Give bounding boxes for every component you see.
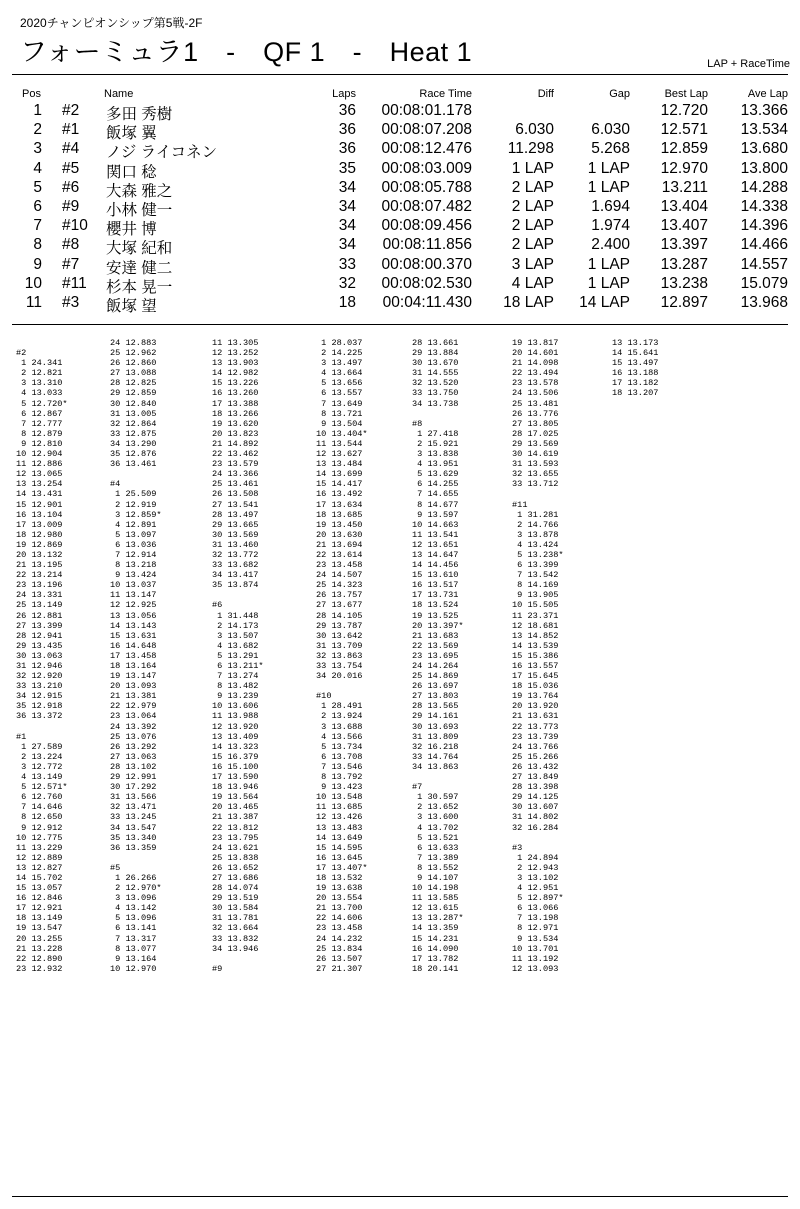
- cell-best-lap: 13.404: [660, 198, 708, 215]
- cell-car-number: #7: [62, 255, 80, 273]
- result-row: [0, 102, 800, 121]
- cell-race-time: 00:08:11.856: [382, 236, 472, 254]
- cell-gap: 1.694: [591, 198, 630, 215]
- result-row: [0, 236, 800, 258]
- cell-pos: 2: [33, 121, 42, 139]
- cell-driver-name: 関口 稔: [106, 163, 157, 181]
- cell-race-time: 00:08:12.476: [381, 140, 472, 158]
- cell-car-number: #5: [62, 159, 80, 177]
- lap-column: 28 13.661 29 13.884 30 13.670 31 14.555 32 13.520 33 13.750 34 13.738 #8 1 27.418 2 15.921 3 13.838 4 13.951 5 13.629 6 14.255 7 14.655 8 14.677 9 13.597 10 14.663 11 13.541 12 13.651 13 14.647 14 14.456 15 13.610 16 13.517 17 13.731 18 13.524 19 13.525 20 13.397* 21 13.683 22 13.569 23 13.695 24 14.264 25 14.869 26 13.697 27 13.803 28 13.565 29 14.161 30 13.693 31 13.809 32 16.218 33 14.764 34 13.863 #7 1 30.597 2 13.652 3 13.600 4 13.702 5 13.521 6 13.633 7 13.389 8 13.552 9 14.107 10 14.198 11 13.585 12 13.615 13 13.287* 14 13.359 15 14.231 16 14.090 17 13.782 18 20.141: [412, 338, 464, 974]
- cell-diff: 4 LAP: [511, 274, 554, 292]
- cell-race-time: 00:08:07.208: [381, 121, 472, 139]
- cell-pos: 5: [33, 178, 42, 196]
- cell-ave-lap: 13.968: [740, 294, 788, 311]
- cell-driver-name: 小林 健一: [106, 202, 173, 219]
- cell-laps: 36: [338, 121, 356, 139]
- cell-diff: 18 LAP: [503, 294, 554, 311]
- cell-pos: 3: [33, 140, 42, 158]
- cell-pos: 10: [24, 274, 42, 292]
- cell-pos: 11: [25, 294, 42, 311]
- col-header-pos: Pos: [22, 88, 41, 100]
- cell-gap: 1 LAP: [587, 255, 630, 273]
- cell-driver-name: 大森 雅之: [106, 182, 173, 200]
- result-row: [0, 275, 800, 294]
- cell-diff: 2 LAP: [511, 236, 554, 254]
- cell-driver-name: 安達 健二: [106, 259, 173, 277]
- cell-best-lap: 13.287: [660, 255, 708, 273]
- lap-column: 1 28.037 2 14.225 3 13.497 4 13.664 5 13.656 6 13.557 7 13.649 8 13.721 9 13.504 10 13.404* 11 13.544 12 13.627 13 13.484 14 13.699 15 14.417 16 13.492 17 13.634 18 13.685 19 13.450 20 13.630 21 13.694 22 13.614 23 13.458 24 14.507 25 14.323 26 13.757 27 13.677 28 14.105 29 13.787 30 13.642 31 13.709 32 13.863 33 13.754 34 20.016 #10 1 28.491 2 13.924 3 13.688 4 13.566 5 13.734 6 13.708 7 13.546 8 13.792 9 13.423 10 13.548 11 13.685 12 13.426 13 13.483 14 13.649 15 14.595 16 13.645 17 13.407* 18 13.532 19 13.638 20 13.554 21 13.700 22 14.606 23 13.458 24 14.232 25 13.834 26 13.507 27 21.307: [316, 338, 368, 974]
- cell-best-lap: 12.571: [660, 121, 708, 139]
- cell-laps: 18: [338, 294, 356, 311]
- cell-diff: 3 LAP: [511, 255, 554, 273]
- cell-race-time: 00:08:07.482: [381, 198, 472, 215]
- result-row: [0, 160, 800, 179]
- cell-diff: 2 LAP: [511, 178, 554, 196]
- col-header-race-time: Race Time: [419, 88, 472, 100]
- cell-car-number: #3: [62, 294, 80, 311]
- result-row: [0, 198, 800, 217]
- page-title: フォーミュラ1 - QF 1 - Heat 1: [20, 37, 473, 67]
- cell-race-time: 00:08:02.530: [381, 274, 472, 292]
- cell-gap: 1.974: [591, 217, 630, 235]
- cell-laps: 34: [338, 178, 356, 196]
- col-header-laps: Laps: [332, 88, 356, 100]
- cell-driver-name: 櫻井 博: [106, 221, 157, 239]
- cell-pos: 9: [33, 255, 42, 273]
- cell-race-time: 00:08:00.370: [381, 255, 472, 273]
- cell-gap: 1 LAP: [587, 178, 630, 196]
- cell-pos: 6: [33, 198, 42, 215]
- cell-car-number: #8: [62, 236, 80, 254]
- cell-ave-lap: 13.534: [740, 121, 788, 139]
- cell-car-number: #1: [62, 121, 80, 139]
- cell-race-time: 00:08:09.456: [381, 217, 472, 235]
- event-name: 2020チャンピオンシップ第5戦-2F: [20, 16, 203, 30]
- result-row: [0, 121, 800, 143]
- section-divider: [12, 324, 788, 325]
- cell-best-lap: 12.970: [660, 159, 708, 177]
- cell-pos: 1: [33, 102, 42, 119]
- cell-laps: 32: [338, 274, 356, 292]
- result-row: [0, 256, 800, 275]
- footer-divider: [12, 1196, 788, 1197]
- cell-ave-lap: 14.396: [740, 217, 788, 235]
- cell-diff: 2 LAP: [511, 198, 554, 215]
- cell-driver-name: 飯塚 望: [106, 298, 157, 315]
- lap-column: #2 1 24.341 2 12.821 3 13.310 4 13.033 5 12.720* 6 12.867 7 12.777 8 12.879 9 12.810 10 12.904 11 12.886 12 13.065 13 13.254 14 13.431 15 12.901 16 13.104 17 13.009 18 12.980 19 12.869 20 13.132 21 13.195 22 13.214 23 13.196 24 13.331 25 13.149 26 12.881 27 13.399 28 12.941 29 13.435 30 13.063 31 12.946 32 12.920 33 13.210 34 12.915 35 12.918 36 13.372 #1 1 27.589 2 13.224 3 12.772 4 13.149 5 12.571* 6 12.760 7 14.646 8 12.650 9 12.912 10 12.775 11 13.229 12 12.889 13 12.827 14 15.702 15 13.057 16 12.846 17 12.921 18 13.149 19 13.547 20 13.255 21 13.228 22 12.890 23 12.932: [16, 348, 68, 974]
- cell-best-lap: 12.859: [660, 140, 708, 158]
- lap-times-section: [0, 338, 800, 1188]
- cell-laps: 36: [338, 140, 356, 158]
- header-divider: [12, 74, 788, 75]
- cell-gap: 1 LAP: [587, 159, 630, 177]
- cell-diff: 2 LAP: [511, 217, 554, 235]
- cell-car-number: #9: [62, 198, 80, 215]
- cell-best-lap: 13.211: [661, 178, 708, 196]
- col-header-diff: Diff: [537, 88, 554, 100]
- result-row: [0, 294, 800, 313]
- cell-driver-name: 大塚 紀和: [106, 240, 173, 258]
- cell-laps: 34: [338, 217, 356, 235]
- cell-race-time: 00:08:03.009: [381, 159, 472, 177]
- cell-best-lap: 13.238: [660, 274, 708, 292]
- cell-car-number: #2: [62, 102, 80, 119]
- cell-pos: 8: [33, 236, 42, 254]
- cell-gap: 6.030: [591, 121, 630, 139]
- cell-car-number: #10: [62, 217, 88, 235]
- cell-ave-lap: 13.800: [740, 159, 788, 177]
- col-header-name: Name: [104, 88, 134, 100]
- cell-ave-lap: 13.366: [740, 102, 788, 119]
- cell-gap: 2.400: [591, 236, 630, 254]
- col-header-ave-lap: Ave Lap: [747, 88, 788, 100]
- lap-column: 11 13.305 12 13.252 13 13.903 14 12.982 15 13.226 16 13.260 17 13.388 18 13.266 19 13.620 20 13.823 21 14.892 22 13.462 23 13.579 24 13.366 25 13.461 26 13.508 27 13.541 28 13.497 29 13.665 30 13.569 31 13.460 32 13.772 33 13.682 34 13.417 35 13.874 #6 1 31.448 2 14.173 3 13.507 4 13.682 5 13.291 6 13.211* 7 13.274 8 13.482 9 13.239 10 13.606 11 13.988 12 13.920 13 13.409 14 13.323 15 16.379 16 15.100 17 13.590 18 13.946 19 13.564 20 13.465 21 13.387 22 13.812 23 13.795 24 13.621 25 13.838 26 13.652 27 13.686 28 14.074 29 13.519 30 13.584 31 13.781 32 13.664 33 13.832 34 13.946 #9: [212, 338, 264, 974]
- col-header-gap: Gap: [609, 88, 630, 100]
- lap-column: 24 12.883 25 12.962 26 12.860 27 13.088 28 12.825 29 12.859 30 12.840 31 13.005 32 12.864 33 12.875 34 13.290 35 12.876 36 13.461 #4 1 25.509 2 12.919 3 12.859* 4 12.891 5 13.097 6 13.036 7 12.914 8 13.218 9 13.424 10 13.037 11 13.147 12 12.925 13 13.056 14 13.143 15 13.631 16 14.648 17 13.458 18 13.164 19 13.147 20 13.093 21 13.381 22 12.979 23 13.064 24 13.392 25 13.076 26 13.292 27 13.063 28 13.102 29 12.991 30 17.292 31 13.566 32 13.471 33 13.245 34 13.547 35 13.340 36 13.359 #5 1 26.266 2 12.970* 3 13.096 4 13.142 5 13.096 6 13.141 7 13.317 8 13.077 9 13.164 10 12.970: [110, 338, 162, 974]
- cell-pos: 4: [33, 159, 42, 177]
- cell-ave-lap: 14.466: [740, 236, 788, 254]
- report-type: LAP + RaceTime: [707, 58, 790, 70]
- cell-car-number: #6: [62, 178, 80, 196]
- cell-laps: 33: [338, 255, 356, 273]
- cell-diff: 11.298: [507, 140, 554, 158]
- cell-race-time: 00:04:11.430: [382, 294, 472, 311]
- cell-gap: 5.268: [591, 140, 630, 158]
- cell-laps: 34: [338, 198, 356, 215]
- col-header-best-lap: Best Lap: [664, 88, 708, 100]
- cell-best-lap: 13.407: [660, 217, 708, 235]
- cell-laps: 35: [338, 159, 356, 177]
- cell-laps: 34: [338, 236, 356, 254]
- cell-laps: 36: [338, 102, 356, 119]
- cell-ave-lap: 13.680: [740, 140, 788, 158]
- cell-best-lap: 13.397: [660, 236, 708, 254]
- cell-driver-name: 飯塚 翼: [106, 125, 157, 143]
- cell-ave-lap: 14.288: [740, 178, 788, 196]
- lap-column: 13 13.173 14 15.641 15 13.497 16 13.188 17 13.182 18 13.207: [612, 338, 659, 399]
- cell-best-lap: 12.897: [660, 294, 708, 311]
- cell-gap: 14 LAP: [579, 294, 630, 311]
- cell-ave-lap: 14.338: [740, 198, 788, 215]
- cell-car-number: #4: [62, 140, 80, 158]
- cell-diff: 6.030: [515, 121, 554, 139]
- cell-race-time: 00:08:05.788: [381, 178, 472, 196]
- cell-ave-lap: 14.557: [740, 255, 788, 273]
- result-row: [0, 140, 800, 162]
- cell-ave-lap: 15.079: [740, 274, 788, 292]
- cell-pos: 7: [33, 217, 42, 235]
- cell-diff: 1 LAP: [511, 159, 554, 177]
- cell-best-lap: 12.720: [660, 102, 708, 119]
- cell-driver-name: 多田 秀樹: [106, 106, 173, 123]
- cell-driver-name: 杉本 晃一: [106, 278, 173, 296]
- cell-car-number: #11: [62, 274, 87, 292]
- lap-column: 19 13.817 20 14.601 21 14.098 22 13.494 23 13.578 24 13.506 25 13.481 26 13.776 27 13.805 28 17.025 29 13.569 30 14.619 31 13.593 32 13.655 33 13.712 #11 1 31.281 2 14.766 3 13.878 4 13.424 5 13.238* 6 13.399 7 13.542 8 14.169 9 13.905 10 15.505 11 23.371 12 18.681 13 14.852 14 13.539 15 15.386 16 13.557 17 15.645 18 15.036 19 13.764 20 13.920 21 13.631 22 13.773 23 13.739 24 13.766 25 15.266 26 13.432 27 13.849 28 13.398 29 14.125 30 13.607 31 14.802 32 16.284 #3 1 24.894 2 12.943 3 13.102 4 12.951 5 12.897* 6 13.066 7 13.198 8 12.971 9 13.534 10 13.701 11 13.192 12 13.093: [512, 338, 564, 974]
- cell-driver-name: ノジ ライコネン: [106, 144, 218, 162]
- result-row: [0, 217, 800, 239]
- cell-gap: 1 LAP: [587, 274, 630, 292]
- cell-race-time: 00:08:01.178: [381, 102, 472, 119]
- result-row: [0, 179, 800, 198]
